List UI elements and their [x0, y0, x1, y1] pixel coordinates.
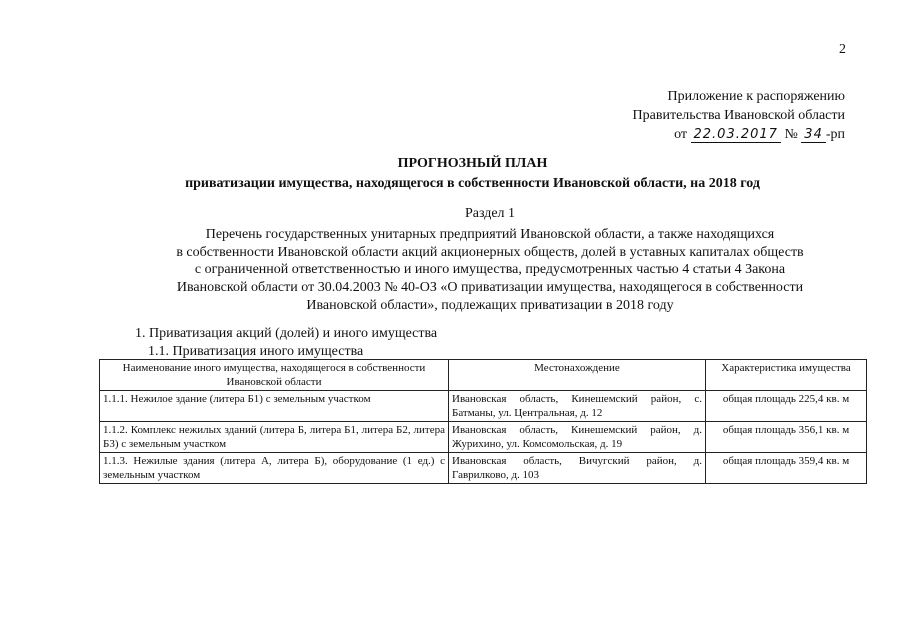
header-location: Местонахождение — [449, 360, 706, 391]
table-row — [100, 453, 867, 484]
section-line: Ивановской области от 30.04.2003 № 40-ОЗ «О приватизации имущества, находящегося в собственности — [176, 280, 804, 296]
cell-name: 1.1.3. Нежилые здания (литера А, литера Б), оборудование (1 ед.) с земельным участком — [100, 453, 449, 484]
document-title — [0, 154, 905, 194]
section-line: Перечень государственных унитарных предприятий Ивановской области, а также находящихся — [205, 226, 775, 242]
subheading-1-1: 1.1. Приватизация иного имущества — [148, 344, 364, 359]
cell-characteristic: общая площадь 225,4 кв. м — [706, 391, 867, 422]
cell-location: Ивановская область, Кинешемский район, с. Батманы, ул. Центральная, д. 12 — [449, 391, 706, 422]
cell-location: Ивановская область, Кинешемский район, д. Журихино, ул. Комсомольская, д. 19 — [449, 422, 706, 453]
appendix-line-2: Правительства Ивановской области — [632, 108, 845, 123]
header-name: Наименование иного имущества, находящегося в собственности Ивановской области — [100, 360, 449, 391]
handwritten-number: 34 — [801, 128, 826, 143]
number-prefix: № — [784, 127, 798, 142]
section-line: с ограниченной ответственностью и иного имущества, предусмотренных частью 4 статьи 4 Закона — [194, 262, 786, 278]
cell-name: 1.1.2. Комплекс нежилых зданий (литера Б, литера Б1, литера Б2, литера Б3) с земельным участком — [100, 422, 449, 453]
appendix-date-line — [585, 125, 845, 144]
table-row — [100, 422, 867, 453]
cell-location: Ивановская область, Вичугский район, д. Гаврилково, д. 103 — [449, 453, 706, 484]
title-line-2: приватизации имущества, находящегося в собственности Ивановской области, на 2018 год — [185, 176, 760, 191]
number-suffix: -рп — [825, 127, 845, 142]
section-line: в собственности Ивановской области акций акционерных обществ, долей в уставных капиталах обществ — [176, 244, 804, 260]
appendix-line-1: Приложение к распоряжению — [667, 89, 845, 104]
page-number: 2 — [839, 42, 846, 57]
header-characteristic: Характеристика имущества — [706, 360, 867, 391]
subheading-1: 1. Приватизация акций (долей) и иного имущества — [135, 326, 438, 341]
title-line-1: ПРОГНОЗНЫЙ ПЛАН — [397, 156, 548, 171]
cell-characteristic: общая площадь 359,4 кв. м — [706, 453, 867, 484]
handwritten-date: 22.03.2017 — [691, 128, 781, 143]
section-block — [0, 205, 905, 315]
table-row — [100, 391, 867, 422]
cell-name: 1.1.1. Нежилое здание (литера Б1) с земельным участком — [100, 391, 449, 422]
date-prefix: от — [674, 127, 687, 142]
table-header-row — [100, 360, 867, 391]
cell-characteristic: общая площадь 356,1 кв. м — [706, 422, 867, 453]
section-line: Ивановской области», подлежащих приватизации в 2018 году — [306, 297, 674, 313]
section-heading: Раздел 1 — [464, 206, 516, 221]
property-table — [99, 359, 867, 484]
appendix-block — [585, 87, 845, 144]
